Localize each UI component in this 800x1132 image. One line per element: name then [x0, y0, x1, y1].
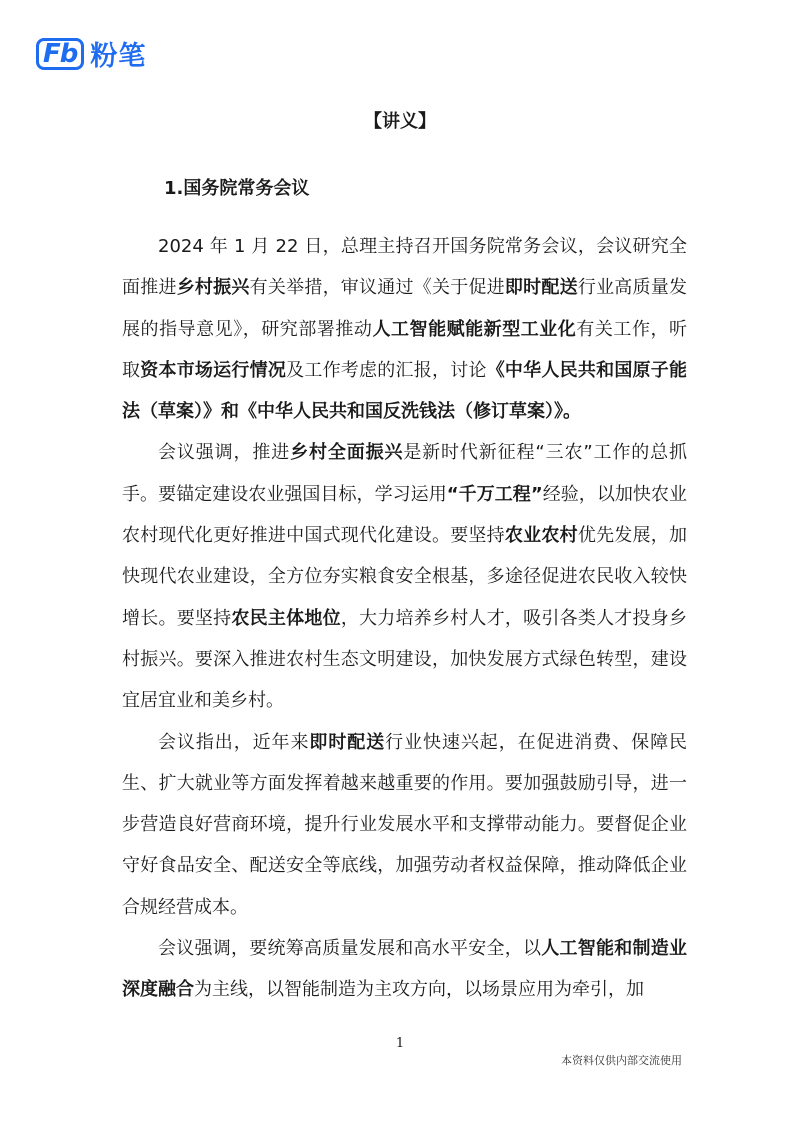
- section-heading: 1.国务院常务会议: [164, 178, 310, 199]
- text-run: 会议指出，近年来: [158, 731, 310, 753]
- bold-text: 人工智能和制造业深度融合: [122, 938, 687, 1001]
- text-run: 优先发展，加快现代农业建设，全方位夯实粮食安全根基，多途径促进农民收入较快增长。要坚持: [122, 525, 688, 629]
- bold-text: 乡村全面振兴: [290, 442, 404, 464]
- text-run: 行业快速兴起，在促进消费、保障民生、扩大就业等方面发挥着越来越重要的作用。要加强鼓励引导，进一步营造良好营商环境，提升行业发展水平和支撑带动能力。要督促企业守好食品安全、配送安全等底线，加强劳动者权益保障，推动降低企业合规经营成本。: [122, 731, 688, 918]
- text-run: 会议强调，推进: [158, 442, 291, 464]
- text-run: 2024 年 1 月 22 日，总理主持召开国务院常务会议，会议研究全面推进: [122, 236, 687, 299]
- text-run: 有关举措，审议通过《关于促进: [249, 277, 505, 299]
- brand-logo: [36, 34, 146, 73]
- bold-text: “千万工程”: [446, 483, 543, 505]
- bold-text: 资本市场运行情况: [140, 359, 287, 381]
- text-run: 为主线，以智能制造为主攻方向，以场景应用为牵引，加: [194, 979, 644, 1001]
- bold-text: 农业农村: [504, 525, 578, 547]
- text-run: 有关工作，听取: [122, 318, 688, 381]
- paragraph: [122, 432, 687, 721]
- paragraph: [122, 226, 687, 432]
- text-run: 经验，以加快农业农村现代化更好推进中国式现代化建设。要坚持: [122, 483, 687, 547]
- page-number: 1: [395, 1036, 405, 1051]
- text-run: 是新时代新征程“三农”工作的总抓手。要锚定建设农业强国目标，学习运用: [122, 442, 688, 505]
- bold-text: 乡村振兴: [176, 277, 250, 299]
- bold-text: 《中华人民共和国原子能法（草案）》和《中华人民共和国反洗钱法（修订草案）》。: [122, 359, 688, 423]
- paragraph: [122, 928, 687, 1011]
- document-title: 【讲义】: [364, 111, 436, 132]
- text-run: ，大力培养乡村人才，吸引各类人才投身乡村振兴。要深入推进农村生态文明建设，加快发展方式绿色转型，建设宜居宜业和美乡村。: [122, 607, 688, 712]
- bold-text: 即时配送: [504, 277, 578, 299]
- text-run: 会议强调，要统筹高质量发展和高水平安全，以: [158, 938, 542, 960]
- bold-text: 人工智能赋能新型工业化: [372, 318, 577, 340]
- logo-mark: Fb: [36, 38, 84, 70]
- body-text: [122, 226, 687, 1011]
- paragraph: [122, 722, 687, 928]
- text-run: 行业高质量发展的指导意见》，研究部署推动: [122, 277, 688, 340]
- text-run: 及工作考虑的汇报，讨论: [286, 359, 487, 381]
- bold-text: 即时配送: [309, 731, 386, 753]
- footer-note: 本资料仅供内部交流使用: [561, 1054, 682, 1067]
- logo-text: 粉笔: [90, 41, 147, 72]
- bold-text: 农民主体地位: [231, 607, 341, 629]
